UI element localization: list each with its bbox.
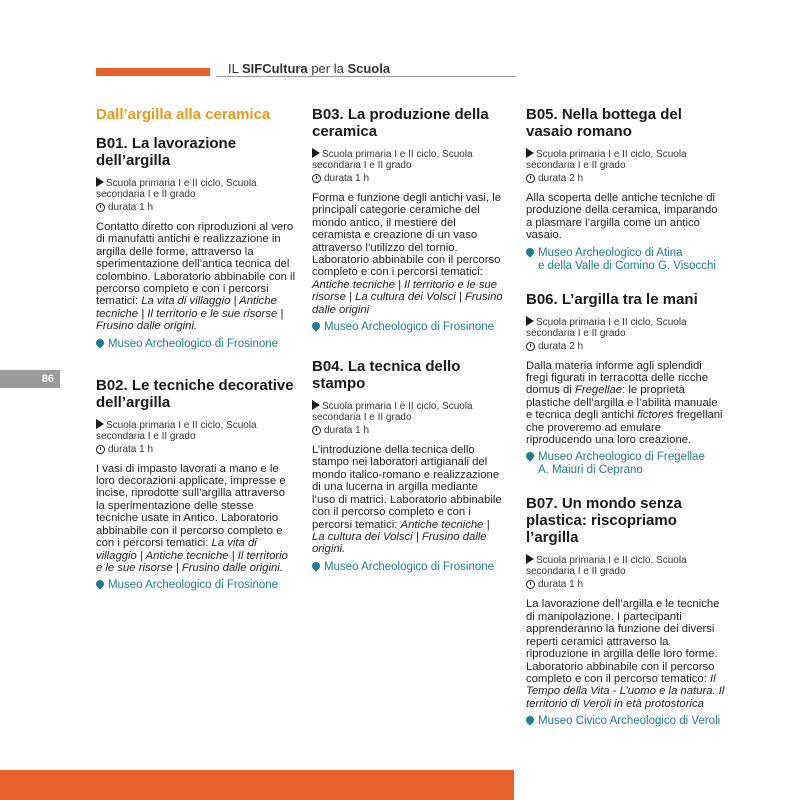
clock-icon	[96, 445, 105, 454]
column-1	[96, 106, 296, 606]
museum-link[interactable]	[96, 579, 296, 592]
audience-text: Scuola primaria I e II ciclo, Scuola secondaria I e II grado	[96, 419, 257, 442]
description-text: I vasi di impasto lavorati a mano e le loro decorazioni applicate, impresse e incise, riprodotte sull’argilla attraverso la sperimentazione delle stesse tecniche usate in Antico. Laboratorio abbinabile con il percorso completo e con i percorsi tematici:	[96, 462, 286, 550]
duration-text: durata 2 h	[538, 173, 584, 184]
museum-name: Museo Civico Archeologico di Veroli	[538, 715, 721, 728]
duration	[96, 444, 296, 455]
description-themes: Il Tempo della Vita - L’uomo e la natura. Il territorio di Veroli in età protostorica	[526, 672, 725, 710]
museum-link[interactable]	[312, 561, 504, 574]
play-triangle-icon	[526, 148, 534, 158]
audience-text: Scuola primaria I e II ciclo, Scuola secondaria I e II grado	[526, 316, 687, 339]
description-text: Forma e funzione degli antichi vasi, le principali categorie ceramiche del mondo antico, il mestiere del ceramista e creazione di un vaso attraverso l’utilizzo del tornio. Laboratorio abbinabile con il percorso completo e con i percorsi tematici:	[312, 192, 502, 279]
museum-name-line2: A. Maiuri di Ceprano	[538, 464, 643, 477]
location-pin-icon	[94, 337, 105, 348]
activity-title: B07. Un mondo senza plastica: riscopriamo l’argilla	[526, 495, 682, 547]
activity-card-b06	[526, 291, 726, 478]
play-triangle-icon	[96, 419, 104, 429]
duration-text: durata 1 h	[538, 579, 584, 591]
activity-card-b04	[312, 358, 504, 574]
museum-name: Museo Archeologico di Atina	[538, 246, 683, 259]
clock-icon	[526, 342, 535, 351]
header-prefix: IL	[228, 61, 242, 76]
duration-text: durata 1 h	[324, 425, 370, 437]
activity-description	[526, 360, 726, 447]
audience	[526, 554, 726, 577]
description-italic-term: Fregellae	[574, 384, 623, 397]
museum-link[interactable]	[96, 338, 296, 351]
header-rule	[216, 76, 516, 77]
museum-name: Museo Archeologico di Frosinone	[324, 560, 495, 573]
running-header	[228, 61, 390, 76]
activity-description	[312, 192, 504, 316]
location-pin-icon	[524, 451, 535, 462]
description-text: : le proprietà plastiche dell’argilla e l’abilità manuale e tecnica degli antichi	[526, 384, 718, 422]
activity-title: B06. L’argilla tra le mani	[526, 290, 698, 308]
description-themes: La vita di villaggio | Antiche tecniche | Il territorio e le sue risorse | Frusino dalle origini.	[96, 537, 288, 574]
activity-title: B01. La lavorazione dell’argilla	[96, 135, 237, 169]
duration-text: durata 1 h	[108, 443, 154, 455]
activity-description	[526, 192, 726, 242]
header-scuola: Scuola	[347, 61, 391, 76]
play-triangle-icon	[526, 316, 534, 326]
description-text: fregellani che proveremo ad emulare riproducendo una loro creazione.	[526, 409, 723, 447]
description-themes: Antiche tecniche | La cultura dei Volsci | Frusino dalle origini.	[312, 518, 490, 556]
description-text: Contatto diretto con riproduzioni al vero di manufatti antichi e realizzazione in argilla delle forme, attraverso la sperimentazione dell’antica tecnica del colombino. Laboratorio abbinabile con il percorso completo e con i percorsi tematici:	[96, 221, 296, 308]
clock-icon	[526, 580, 535, 589]
clock-icon	[312, 426, 321, 435]
header-accent-bar	[96, 68, 210, 76]
description-text: La lavorazione dell’argilla e le tecniche di manipolazione. I partecipanti apprenderanno la funzione dei diversi reperti ceramici attraverso la riproduzione in argilla delle loro forme. Laboratorio abbinabile con il percorso completo e con il percorso tematico:	[526, 598, 720, 685]
activity-card-b07	[526, 495, 726, 728]
duration	[312, 425, 504, 436]
audience	[96, 419, 296, 442]
audience-text: Scuola primaria I e II ciclo, Scuola secondaria I e II grado	[526, 555, 687, 578]
description-italic-term: fictores	[637, 409, 674, 422]
activity-title: B02. Le tecniche decorative dell’argilla	[96, 376, 294, 411]
activity-title: B04. La tecnica dello stampo	[312, 358, 461, 393]
museum-name: Museo Archeologico di Frosinone	[108, 337, 279, 350]
activity-card-b02	[96, 377, 296, 593]
museum-name: Museo Archeologico di Frosinone	[324, 321, 495, 334]
clock-icon	[526, 174, 535, 183]
audience	[526, 148, 726, 171]
play-triangle-icon	[312, 148, 320, 158]
duration	[526, 579, 726, 590]
museum-link[interactable]	[526, 247, 726, 273]
activity-description	[526, 598, 726, 710]
description-themes: La vita di villaggio | Antiche tecniche | Il territorio e le sue risorse | Frusino dalle origini.	[96, 295, 284, 333]
location-pin-icon	[310, 320, 321, 331]
footer-accent-bar	[0, 770, 514, 800]
play-triangle-icon	[526, 554, 534, 564]
audience-text: Scuola primaria I e II ciclo, Scuola secondaria I e II grado	[96, 178, 257, 200]
museum-link[interactable]	[526, 715, 726, 728]
duration	[526, 341, 726, 352]
clock-icon	[96, 203, 105, 212]
activity-description	[312, 444, 504, 556]
location-pin-icon	[524, 246, 535, 257]
description-themes: Antiche tecniche | Il territorio e le sue risorse | La cultura dei Volsci | Frusino dalle origini	[312, 278, 503, 316]
audience	[312, 148, 504, 171]
activity-card-b03	[312, 106, 504, 334]
page-number: 86	[0, 370, 60, 388]
audience	[526, 316, 726, 339]
description-text: Alla scoperta delle antiche tecniche di produzione della ceramica, imparando a plasmare l’argilla come un antico vasaio.	[526, 192, 718, 242]
duration-text: durata 2 h	[538, 340, 584, 352]
location-pin-icon	[310, 560, 321, 571]
description-text: Dalla materia informe agli splendidi fregi figurati in terracotta delle ricche domus di	[526, 359, 709, 397]
column-2	[312, 106, 504, 588]
section-title: Dall’argilla alla ceramica	[96, 106, 271, 123]
clock-icon	[312, 174, 321, 183]
audience	[312, 400, 504, 423]
activity-card-b05	[526, 106, 726, 273]
activity-card-b01	[96, 135, 296, 351]
description-text: L’introduzione della tecnica dello stampo nei laboratori artigianali del mondo italico-romano e realizzazione di una lucerna in argilla mediante l’uso di matrici. Laboratorio abbinabile con il percorso completo e con i percorsi tematici:	[312, 444, 502, 531]
header-brand: SIFCultura	[241, 61, 308, 76]
play-triangle-icon	[96, 177, 104, 187]
activity-description	[96, 221, 296, 333]
duration	[312, 173, 504, 184]
location-pin-icon	[524, 714, 535, 725]
column-3	[526, 106, 726, 742]
duration	[526, 173, 726, 184]
header-middle: per la	[307, 61, 348, 76]
museum-link[interactable]	[312, 321, 504, 334]
museum-name: Museo Archeologico di Frosinone	[108, 579, 279, 592]
museum-link[interactable]	[526, 451, 726, 477]
duration	[96, 202, 296, 213]
audience-text: Scuola primaria I e II ciclo, Scuola secondaria I e II grado	[526, 149, 687, 171]
location-pin-icon	[94, 579, 105, 590]
duration-text: durata 1 h	[324, 173, 370, 184]
audience-text: Scuola primaria I e II ciclo, Scuola secondaria I e II grado	[312, 149, 473, 171]
museum-name: Museo Archeologico di Fregellae	[538, 451, 705, 464]
audience	[96, 177, 296, 200]
audience-text: Scuola primaria I e II ciclo, Scuola secondaria I e II grado	[312, 401, 473, 424]
activity-title: B03. La produzione della ceramica	[312, 106, 489, 140]
play-triangle-icon	[312, 400, 320, 410]
museum-name-line2: e della Valle di Comino G. Visocchi	[538, 259, 716, 272]
duration-text: durata 1 h	[108, 202, 154, 213]
activity-description	[96, 463, 296, 575]
activity-title: B05. Nella bottega del vasaio romano	[526, 106, 682, 140]
